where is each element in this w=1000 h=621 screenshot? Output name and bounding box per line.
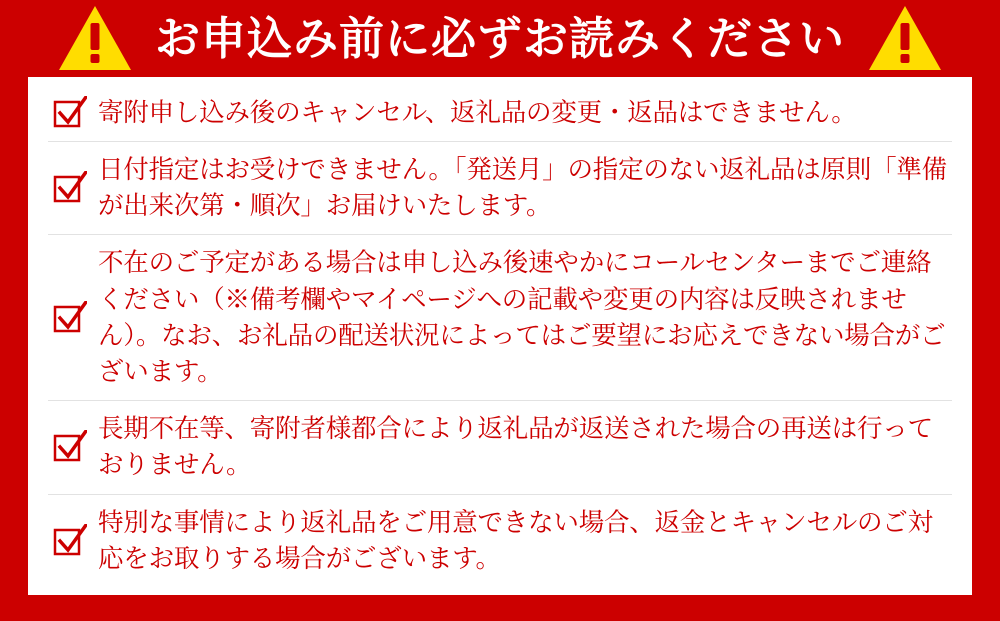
page-title: お申込み前に必ずお読みください — [154, 12, 845, 64]
warning-triangle-icon — [57, 4, 133, 72]
banner-header — [0, 0, 1000, 77]
notice-card — [28, 77, 972, 595]
checkbox-checked-icon — [48, 430, 92, 464]
list-item — [48, 142, 952, 235]
notice-text: 寄附申し込み後のキャンセル、返礼品の変更・返品はできません。 — [98, 98, 857, 127]
checkbox-checked-icon — [48, 524, 92, 558]
list-item — [48, 85, 952, 142]
warning-triangle-icon — [867, 4, 943, 72]
checkbox-checked-icon — [48, 96, 92, 130]
checkbox-checked-icon — [48, 171, 92, 205]
notice-text: 長期不在等、寄附者様都合により返礼品が返送された場合の再送は行っておりません。 — [98, 415, 933, 480]
notice-text: 日付指定はお受けできません。「発送月」の指定のない返礼品は原則「準備が出来次第・順次」お届けいたします。 — [98, 155, 947, 221]
list-item — [48, 235, 952, 401]
notice-text: 不在のご予定がある場合は申し込み後速やかにコールセンターまでご連絡ください（※備考欄やマイページへの記載や変更の内容は反映されません）。なお、お礼品の配送状況によってはご要望にお応えできない場合がございます。 — [98, 249, 946, 386]
list-item — [48, 495, 952, 587]
checkbox-checked-icon — [48, 301, 92, 335]
list-item — [48, 401, 952, 494]
notice-text: 特別な事情により返礼品をご用意できない場合、返金とキャンセルのご対応をお取りする場合がございます。 — [98, 508, 933, 573]
